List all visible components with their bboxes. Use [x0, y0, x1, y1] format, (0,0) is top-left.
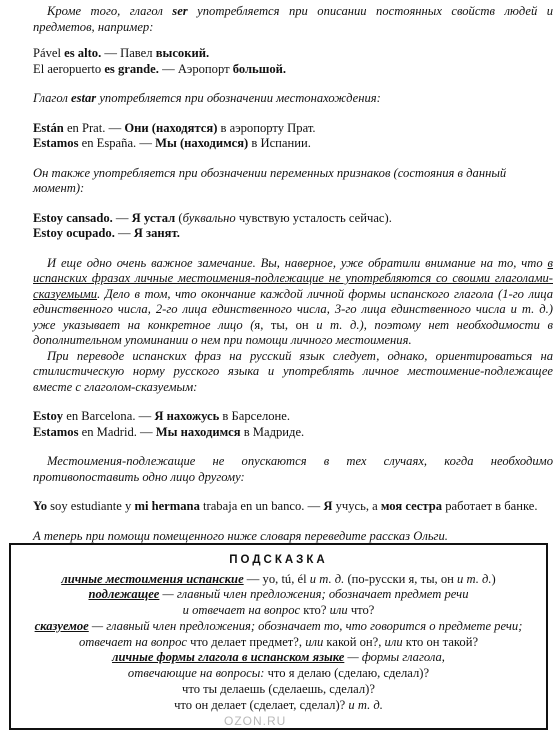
text: — Павел [101, 46, 156, 60]
text: Я занят. [133, 226, 180, 240]
text: в Испании. [248, 136, 311, 150]
text: употребляется при описании постоянных свойств людей и предметов, например: [33, 4, 553, 34]
text: в Барселоне. [219, 409, 291, 423]
hint-line: что ты делаешь (сделаешь, сделал)? [182, 682, 375, 697]
example-line [33, 409, 553, 425]
hint-line [11, 666, 546, 682]
text: — [114, 226, 134, 240]
examples-translation [33, 409, 553, 440]
text: ) [491, 571, 496, 586]
paragraph-translation: При переводе испанских фраз на русский язык следует, однако, ориентироваться на стилистическую норму русского языка и употреблять личное местоимение-подлежащее вместе с глаголом-сказуемым: [33, 348, 553, 394]
examples-state [33, 211, 553, 242]
text: и т. д. [348, 697, 383, 712]
text: кто? [303, 603, 330, 618]
text: в аэропорту Прат. [217, 120, 316, 135]
text: Estoy [33, 409, 64, 423]
watermark: OZON.RU [224, 714, 287, 728]
hint-title: ПОДСКАЗКА [229, 554, 328, 566]
text: чувствую усталость сейчас). [235, 210, 392, 225]
term: сказуемое [34, 618, 89, 633]
example-line [33, 211, 553, 227]
text: Они (находятся) [124, 120, 218, 135]
text: и т. д. [457, 571, 492, 586]
paragraph-contrast: Местоимения-подлежащие не опускаются в тех случаях, когда необходимо противопоставить одно лицо другому: [33, 454, 553, 484]
text: и отвечает на вопрос [182, 603, 304, 618]
text: en España. — [78, 136, 156, 150]
hint-line [11, 698, 546, 714]
text: учусь, а [332, 499, 381, 513]
term: личные местоимения испанские [61, 571, 244, 586]
example-line [33, 121, 553, 137]
text: es alto. [64, 46, 102, 60]
hint-box [9, 543, 548, 730]
text: es grande. [104, 61, 159, 76]
text: И еще одно очень важное замечание. Вы, наверное, уже обратили внимание на то, что [47, 255, 548, 270]
text: (по-русски я, ты, он [344, 571, 458, 586]
text: Я [323, 499, 333, 513]
example-line [33, 226, 553, 242]
paragraph-remark [33, 256, 553, 349]
text: Estoy ocupado. [33, 226, 115, 240]
text: en Barcelona. — [63, 409, 155, 423]
text: soy estudiante y [47, 499, 135, 513]
text: en Prat. — [63, 120, 125, 135]
text: — формы глагола, [344, 650, 445, 665]
paragraph-task: А теперь при помощи помещенного ниже словаря переведите рассказ Ольги. [33, 528, 448, 543]
examples-ser [33, 46, 553, 77]
text: . Дело в том, что окончание каждой личной формы испанского глагола (1-го лица единственного числа, 2-го лица единственного числа, 3-го лица единственного числа и т. д.) уже указывает на конкретное лицо ( [33, 286, 553, 332]
text: какой он?, [326, 634, 385, 649]
text: Глагол [33, 91, 71, 105]
text: Кроме того, глагол [47, 4, 173, 18]
text: и т. д. [309, 571, 345, 586]
text: Мы (находимся) [155, 136, 249, 150]
example-contrast [33, 499, 553, 515]
text: Я нахожусь [154, 409, 220, 423]
term: подлежащее [88, 587, 160, 602]
text: большой. [232, 61, 287, 76]
text: в Мадриде. [240, 424, 305, 439]
text: — главный член предложения; обозначает предмет речи [159, 587, 469, 602]
text: Estamos [33, 136, 79, 150]
text: высокий. [155, 46, 210, 60]
example-line [33, 46, 553, 62]
text: работает в банке. [442, 499, 538, 513]
example-line [33, 425, 553, 441]
hint-line [11, 635, 546, 651]
text: или [305, 634, 327, 649]
hint-line [11, 572, 546, 588]
text: Yo [33, 499, 47, 513]
hint-line [11, 587, 546, 603]
text: Pável [33, 46, 65, 60]
paragraph-variable: Он также употребляется при обозначении переменных признаков (состояния в данный момент): [33, 165, 507, 195]
paragraph-ser [33, 4, 553, 35]
text: El aeropuerto [33, 61, 105, 76]
text: en Madrid. — [78, 424, 156, 439]
text: или [384, 634, 406, 649]
example-line [33, 62, 553, 78]
text: употребляется при обозначении местонахождения: [96, 91, 381, 105]
text: — [112, 210, 132, 225]
keyword-estar: estar [70, 91, 97, 105]
underlined-rule: в испанских фразах личные местоимения-подлежащие не употребляются со своими глаголами-сказуемыми [33, 255, 553, 301]
text: ( [175, 210, 183, 225]
text: Estoy cansado. [33, 210, 113, 225]
text: буквально [182, 210, 236, 225]
term: личные формы глагола в испанском языке [112, 650, 345, 665]
text: Я устал [131, 210, 176, 225]
keyword-ser: ser [172, 4, 188, 18]
text: Мы находимся [155, 424, 241, 439]
example-line [33, 136, 553, 152]
text: что я делаю (сделаю, сделал)? [267, 666, 430, 681]
text: я, ты, он [254, 317, 309, 332]
text: что делает предмет?, [190, 634, 306, 649]
text: кто он такой? [405, 634, 479, 649]
text: или [329, 603, 351, 618]
text: моя сестра [380, 499, 443, 513]
text: отвечает на вопрос [78, 634, 191, 649]
hint-line [11, 619, 546, 635]
hint-line [11, 603, 546, 619]
text: mi hermana [134, 499, 200, 513]
text: — yo, tú, él [243, 571, 310, 586]
text: — Аэропорт [158, 61, 233, 76]
text: и т. д.), поэтому нет необходимости в дополнительном упоминании о нем при помощи личного местоимения. [33, 317, 553, 347]
text: отвечающие на вопросы: [127, 666, 268, 681]
text: — главный член предложения; обозначает то, что говорится о предмете речи; [88, 618, 523, 633]
text: что? [350, 603, 375, 618]
paragraph-estar [33, 91, 553, 107]
hint-line [11, 650, 546, 666]
text: Estamos [33, 424, 79, 439]
text: что он делает (сделает, сделал)? [174, 697, 349, 712]
examples-estar [33, 121, 553, 152]
text: trabaja en un banco. — [199, 499, 324, 513]
text: Están [33, 120, 64, 135]
page-content [33, 4, 553, 544]
